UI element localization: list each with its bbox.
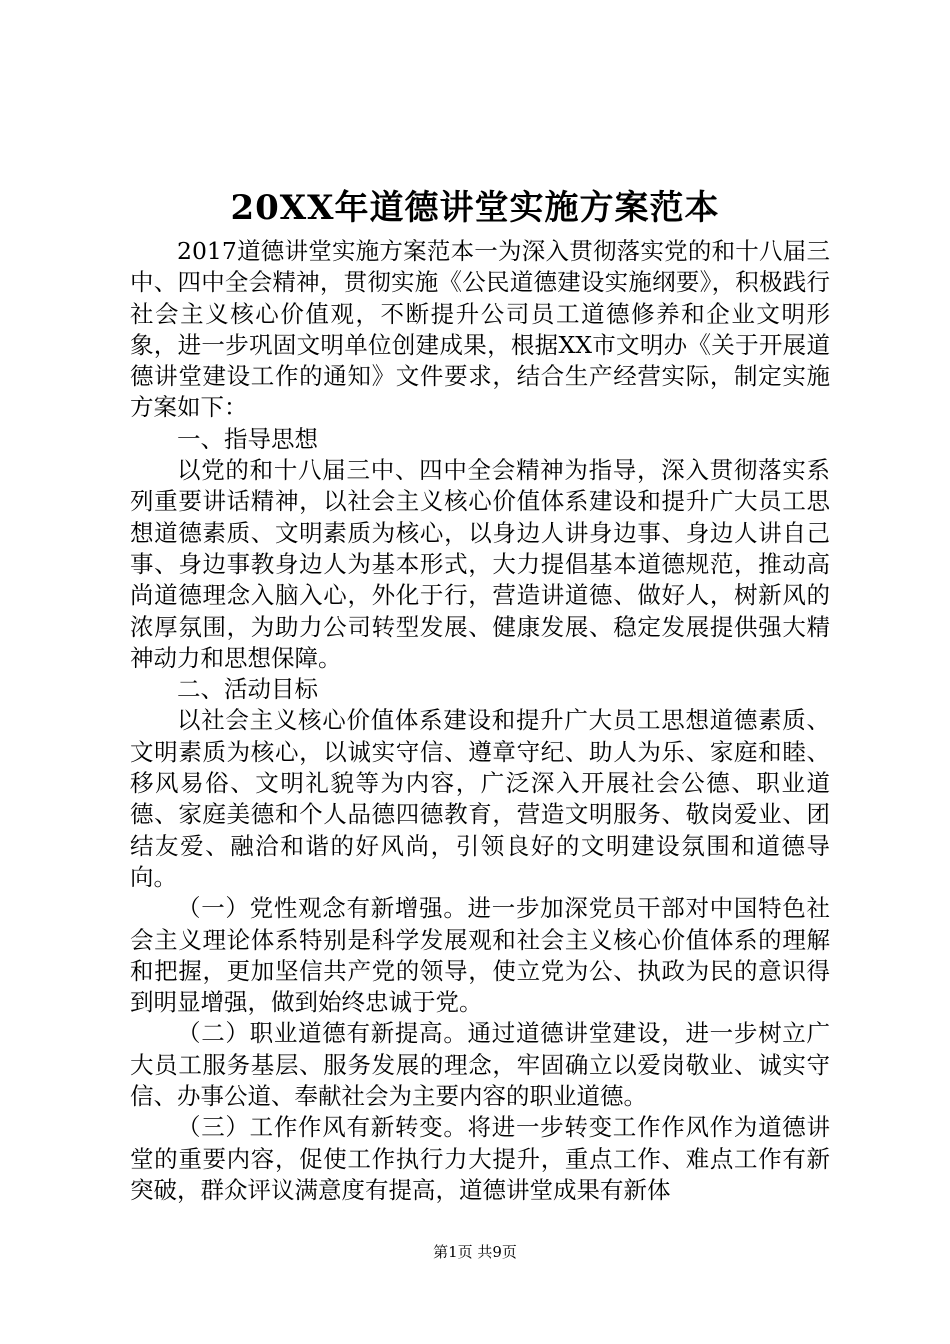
document-title: 20XX年道德讲堂实施方案范本 (230, 188, 720, 228)
goal-item-professional-ethics: （二）职业道德有新提高。通过道德讲堂建设，进一步树立广大员工服务基层、服务发展的理念，牢固确立以爱岗敬业、诚实守信、办事公道、奉献社会为主要内容的职业道德。 (130, 1019, 830, 1111)
page-number-footer: 第1页 共9页 (433, 1243, 517, 1261)
section-heading-guiding-ideology: 一、指导思想 (177, 424, 318, 453)
section-heading-activity-goals: 二、活动目标 (177, 675, 318, 704)
goal-item-work-style: （三）工作作风有新转变。将进一步转变工作作风作为道德讲堂的重要内容，促使工作执行力大提升，重点工作、难点工作有新突破，群众评议满意度有提高，道德讲堂成果有新体 (130, 1113, 830, 1204)
activity-goals-paragraph: 以社会主义核心价值体系建设和提升广大员工思想道德素质、文明素质为核心，以诚实守信、遵章守纪、助人为乐、家庭和睦、移风易俗、文明礼貌等为内容，广泛深入开展社会公德、职业道德、家庭美德和个人品德四德教育，营造文明服务、敬岗爱业、团结友爱、融洽和谐的好风尚，引领良好的文明建设氛围和道德导向。 (130, 706, 830, 891)
goal-item-party-spirit: （一）党性观念有新增强。进一步加深党员干部对中国特色社会主义理论体系特别是科学发展观和社会主义核心价值体系的理解和把握，更加坚信共产党的领导，使立党为公、执政为民的意识得到明显增强，做到始终忠诚于党。 (130, 894, 830, 1017)
document-body (130, 236, 830, 1206)
intro-paragraph: 2017道德讲堂实施方案范本一为深入贯彻落实党的和十八届三中、四中全会精神，贯彻实施《公民道德建设实施纲要》，积极践行社会主义核心价值观，不断提升公司员工道德修养和企业文明形象，进一步巩固文明单位创建成果，根据XX市文明办《关于开展道德讲堂建设工作的通知》文件要求，结合生产经营实际，制定实施方案如下： (130, 237, 830, 422)
guiding-ideology-paragraph: 以党的和十八届三中、四中全会精神为指导，深入贯彻落实系列重要讲话精神，以社会主义核心价值体系建设和提升广大员工思想道德素质、文明素质为核心，以身边人讲身边事、身边人讲自己事、身边事教身边人为基本形式，大力提倡基本道德规范，推动高尚道德理念入脑入心，外化于行，营造讲道德、做好人，树新风的浓厚氛围，为助力公司转型发展、健康发展、稳定发展提供强大精神动力和思想保障。 (130, 456, 830, 672)
